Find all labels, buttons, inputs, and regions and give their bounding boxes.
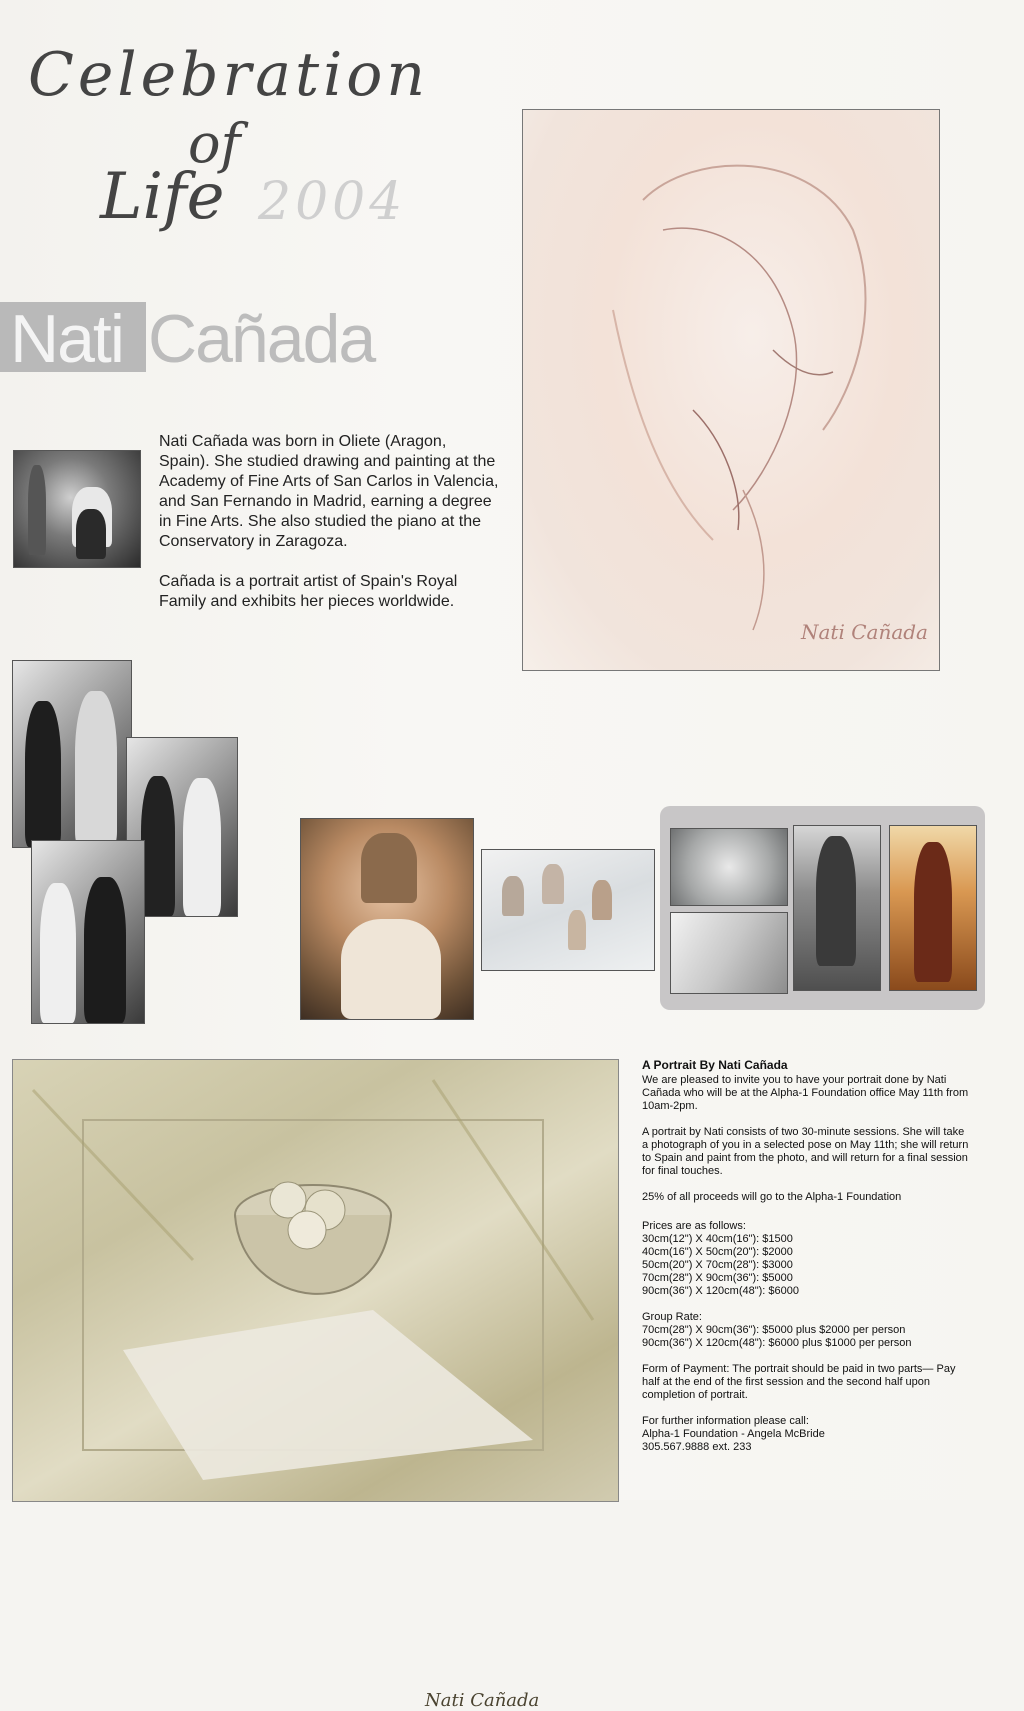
group-rate-item: 70cm(28") X 90cm(36"): $5000 plus $2000 per person [642,1324,906,1336]
offer-intro: We are pleased to invite you to have your portrait done by Nati Cañada who will be at the Alpha-1 Foundation office May 11th from 10am-2pm. [642,1074,969,1112]
artist-name-banner [0,301,470,377]
still-life-painting [12,1059,619,1711]
group-rate-heading: Group Rate: [642,1311,702,1323]
offer-heading: A Portrait By Nati Cañada [642,1058,788,1072]
contact-heading: For further information please call: [642,1415,809,1427]
contact-phone: 305.567.9888 ext. 233 [642,1441,752,1453]
bio-paragraph-1: Nati Cañada was born in Oliete (Aragon, Spain). She studied drawing and painting at the Academy of Fine Arts of San Carlos in Valencia, and San Fernando in Madrid, earning a degree in Fine Arts. She also studied the piano at the Conservatory in Zaragoza. [159,433,499,550]
bio-paragraph-2: Cañada is a portrait artist of Spain's Royal Family and exhibits her pieces worldwide. [159,573,458,610]
offer-sessions: A portrait by Nati consists of two 30-minute sessions. She will take a photograph of you in a selected pose on May 11th; she will return to Spain and paint from the photo, and will return for a final session for final touches. [642,1126,969,1177]
title-year: 2004 [258,172,407,232]
painting-interior [670,912,788,994]
group-rate-item: 90cm(36") X 120cm(48"): $6000 plus $1000 per person [642,1337,912,1349]
still-life-drawing [13,1060,618,1501]
portrait-sketch-lines [523,110,939,670]
portrait-group-family [481,849,655,971]
artist-first-name: Nati [10,301,123,377]
painting-standing-officer [889,825,977,991]
price-item: 50cm(20") X 70cm(28"): $3000 [642,1259,793,1271]
price-item: 30cm(12") X 40cm(16"): $1500 [642,1233,793,1245]
title-life: Life [100,160,225,234]
portrait-sketch [522,109,940,671]
prices-heading: Prices are as follows: [642,1220,746,1232]
contact-name: Alpha-1 Foundation - Angela McBride [642,1428,825,1440]
studio-photo [13,450,141,568]
price-list [642,1233,972,1298]
artist-last-name: Cañada [148,301,375,377]
portrait-signature: Nati Cañada [801,620,928,644]
painting-seated-officer [793,825,881,991]
offer-proceeds: 25% of all proceeds will go to the Alpha-1 Foundation [642,1191,902,1203]
price-item: 70cm(28") X 90cm(36"): $5000 [642,1272,793,1284]
group-rate-list [642,1324,972,1350]
price-item: 40cm(16") X 50cm(20"): $2000 [642,1246,793,1258]
painting-mother-child [670,828,788,906]
title-of: of [188,112,241,175]
royal-photo-1 [12,660,132,848]
royal-photo-3 [31,840,145,1024]
title-celebration: Celebration [28,40,430,110]
portrait-offer [642,1059,972,1454]
portrait-young-man [300,818,474,1020]
still-life-signature: Nati Cañada [425,1690,540,1711]
paintings-panel [660,806,985,1010]
payment-terms: Form of Payment: The portrait should be paid in two parts— Pay half at the end of the first session and the second half upon completion of portrait. [642,1363,956,1401]
artist-bio [159,432,499,625]
price-item: 90cm(36") X 120cm(48"): $6000 [642,1285,799,1297]
